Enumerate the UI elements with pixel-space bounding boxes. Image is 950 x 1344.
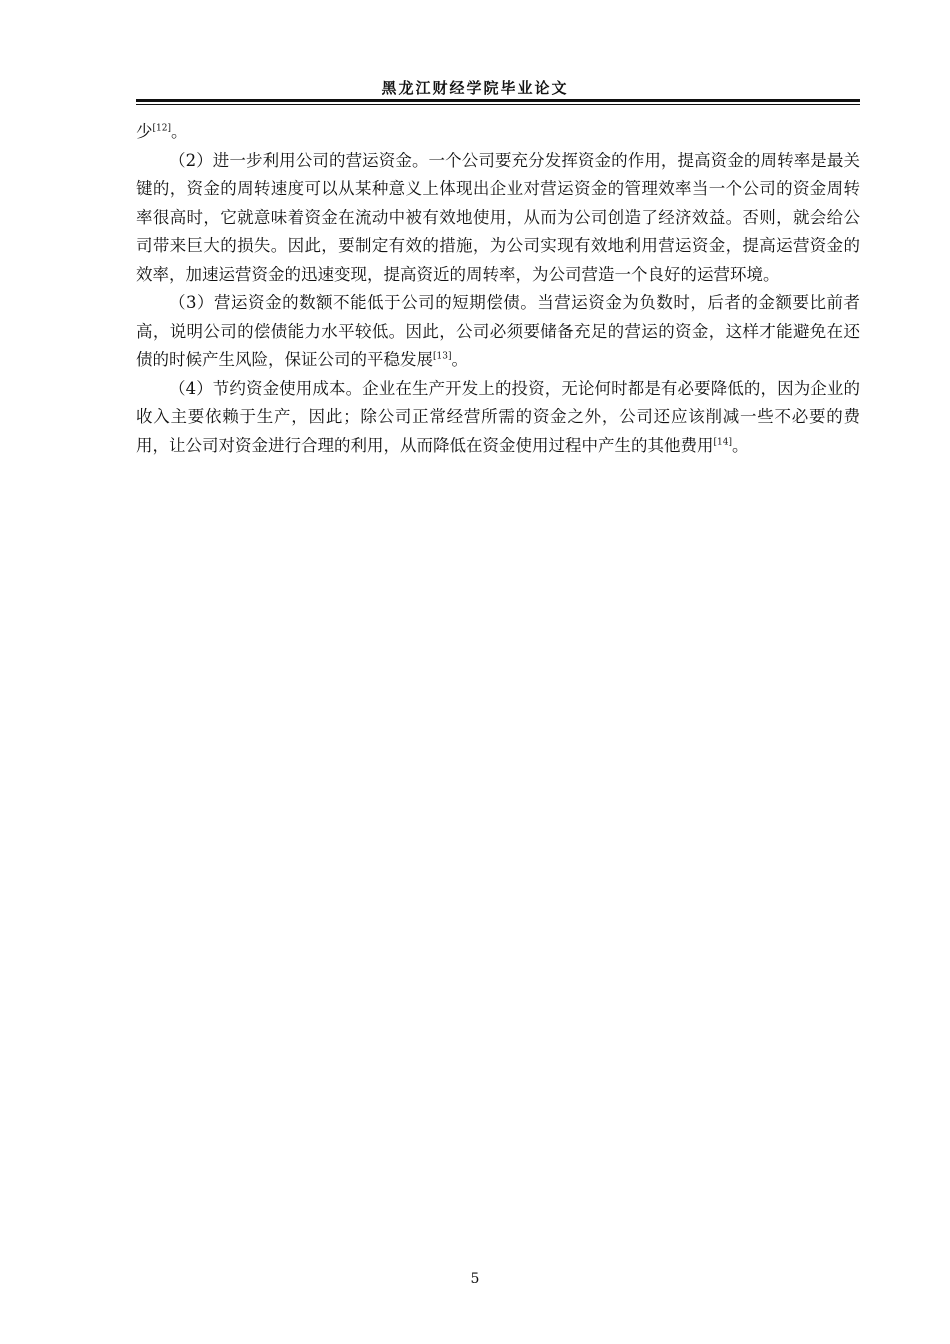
running-header-title: 黑龙江财经学院毕业论文 [381, 79, 569, 97]
page-number: 5 [470, 1271, 480, 1287]
body-text [136, 118, 860, 460]
paragraph-text: （2）进一步利用公司的营运资金。一个公司要充分发挥资金的作用，提高资金的周转率是最关键的，资金的周转速度可以从某种意义上体现出企业对营运资金的管理效率当一个公司的资金周转率很高时，它就意味着资金在流动中被有效地使用，从而为公司创造了经济效益。否则，就会给公司带来巨大的损失。因此，要制定有效的措施，为公司实现有效地利用营运资金，提高运营资金的效率，加速运营资金的迅速变现，提高资近的周转率，为公司营造一个良好的运营环境。 [136, 150, 860, 284]
paragraph-tail: 。 [451, 350, 468, 369]
citation-mark: [12] [152, 123, 171, 134]
paragraph-item-2 [136, 147, 860, 290]
paragraph-text: （4）节约资金使用成本。企业在生产开发上的投资，无论何时都是有必要降低的，因为企业的收入主要依赖于生产，因此；除公司正常经营所需的资金之外，公司还应该削减一些不必要的费用，让公司对资金进行合理的利用，从而降低在资金使用过程中产生的其他费用 [136, 378, 860, 455]
citation-mark: [13] [433, 351, 452, 362]
header-rule-thin [136, 104, 860, 105]
paragraph-item-3 [136, 289, 860, 375]
paragraph-tail: 。 [170, 122, 188, 141]
citation-mark: [14] [713, 437, 732, 447]
paragraph-continuation [136, 118, 860, 147]
header-rule-thick [136, 99, 860, 102]
paragraph-tail: 。 [731, 435, 749, 455]
paragraph-text: 少 [136, 122, 153, 141]
paragraph-text: （3）营运资金的数额不能低于公司的短期偿债。当营运资金为负数时，后者的金额要比前者高，说明公司的偿债能力水平较低。因此，公司必须要储备充足的营运的资金，这样才能避免在还债的时候产生风险，保证公司的平稳发展 [136, 293, 860, 369]
paragraph-item-4 [136, 375, 860, 461]
